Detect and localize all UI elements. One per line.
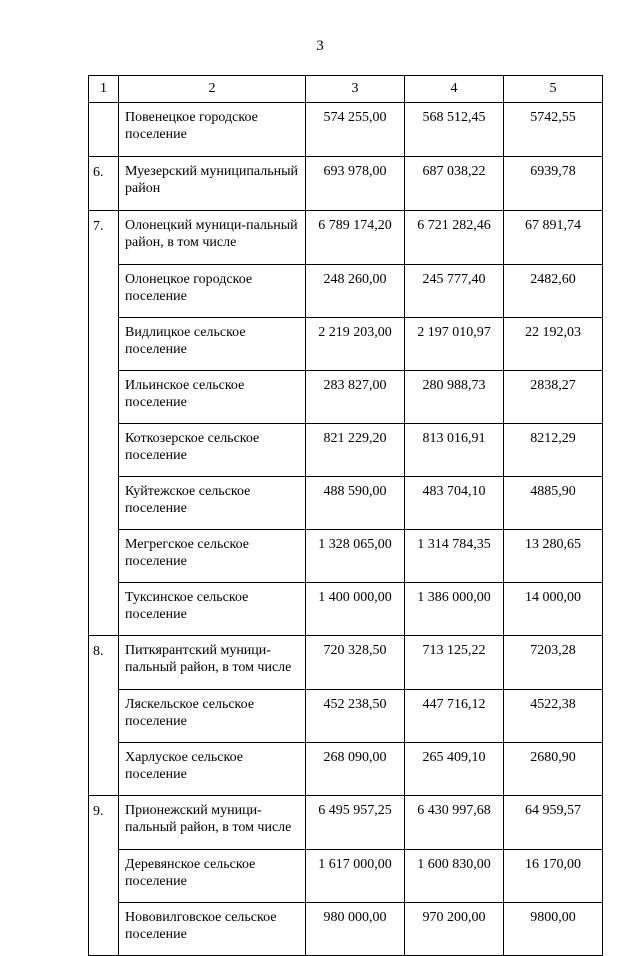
table-row: [89, 849, 603, 902]
municipality-name-cell: Видлицкое сельское поселение: [119, 317, 306, 370]
value-cell-c3: 283 827,00: [306, 370, 405, 423]
municipality-name-cell: Харлуское сельское поселение: [119, 742, 306, 796]
value-cell-c5: 14 000,00: [504, 582, 603, 636]
value-cell-c5: 5742,55: [504, 103, 603, 157]
value-cell-c5: 22 192,03: [504, 317, 603, 370]
value-cell-c5: 2680,90: [504, 742, 603, 796]
value-cell-c4: 447 716,12: [405, 689, 504, 742]
row-number-cell: [89, 582, 119, 636]
row-number-cell: [89, 902, 119, 956]
table-row: [89, 529, 603, 582]
municipality-name-cell: Муезерский муниципальный район: [119, 157, 306, 211]
municipality-name-cell: Куйтежское сельское поселение: [119, 476, 306, 529]
row-number-cell: 7.: [89, 211, 119, 265]
value-cell-c5: 64 959,57: [504, 796, 603, 850]
value-cell-c4: 687 038,22: [405, 157, 504, 211]
municipality-name-cell: Мегрегское сельское поселение: [119, 529, 306, 582]
value-cell-c5: 9800,00: [504, 902, 603, 956]
value-cell-c5: 2838,27: [504, 370, 603, 423]
municipality-name-cell: Олонецкое городское поселение: [119, 264, 306, 317]
value-cell-c3: 1 400 000,00: [306, 582, 405, 636]
row-number-cell: 9.: [89, 796, 119, 850]
table-row: [89, 636, 603, 690]
table-row: [89, 689, 603, 742]
table-row: [89, 157, 603, 211]
row-number-cell: [89, 264, 119, 317]
table-row: [89, 423, 603, 476]
value-cell-c4: 970 200,00: [405, 902, 504, 956]
page-number: 3: [316, 38, 324, 54]
municipality-name-cell: Повенецкое городское поселение: [119, 103, 306, 157]
row-number-cell: 8.: [89, 636, 119, 690]
table-row: [89, 742, 603, 796]
value-cell-c4: 1 314 784,35: [405, 529, 504, 582]
value-cell-c3: 6 495 957,25: [306, 796, 405, 850]
data-table: [88, 75, 603, 956]
value-cell-c4: 568 512,45: [405, 103, 504, 157]
column-header: 3: [306, 76, 405, 103]
column-header: 1: [89, 76, 119, 103]
value-cell-c3: 1 328 065,00: [306, 529, 405, 582]
table-row: [89, 370, 603, 423]
municipality-name-cell: Туксинское сельское поселение: [119, 582, 306, 636]
value-cell-c5: 6939,78: [504, 157, 603, 211]
municipality-name-cell: Олонецкий муници-пальный район, в том числе: [119, 211, 306, 265]
value-cell-c5: 4522,38: [504, 689, 603, 742]
table-row: [89, 796, 603, 850]
value-cell-c3: 574 255,00: [306, 103, 405, 157]
municipality-name-cell: Прионежский муници-пальный район, в том числе: [119, 796, 306, 850]
value-cell-c3: 720 328,50: [306, 636, 405, 690]
table-row: [89, 582, 603, 636]
value-cell-c5: 2482,60: [504, 264, 603, 317]
value-cell-c3: 248 260,00: [306, 264, 405, 317]
row-number-cell: [89, 849, 119, 902]
table-body: [89, 76, 603, 956]
value-cell-c4: 6 721 282,46: [405, 211, 504, 265]
value-cell-c5: 13 280,65: [504, 529, 603, 582]
table-row: [89, 902, 603, 956]
value-cell-c5: 67 891,74: [504, 211, 603, 265]
municipality-name-cell: Питкярантский муници-пальный район, в том числе: [119, 636, 306, 690]
table-row: [89, 476, 603, 529]
table-row: [89, 264, 603, 317]
row-number-cell: [89, 103, 119, 157]
value-cell-c5: 4885,90: [504, 476, 603, 529]
row-number-cell: [89, 476, 119, 529]
column-header: 2: [119, 76, 306, 103]
value-cell-c4: 713 125,22: [405, 636, 504, 690]
table-row: [89, 211, 603, 265]
value-cell-c4: 483 704,10: [405, 476, 504, 529]
table-row: [89, 103, 603, 157]
value-cell-c5: 7203,28: [504, 636, 603, 690]
row-number-cell: [89, 742, 119, 796]
value-cell-c3: 2 219 203,00: [306, 317, 405, 370]
value-cell-c4: 6 430 997,68: [405, 796, 504, 850]
municipality-name-cell: Коткозерское сельское поселение: [119, 423, 306, 476]
value-cell-c4: 2 197 010,97: [405, 317, 504, 370]
row-number-cell: [89, 529, 119, 582]
value-cell-c4: 1 386 000,00: [405, 582, 504, 636]
table-row: [89, 317, 603, 370]
value-cell-c3: 980 000,00: [306, 902, 405, 956]
value-cell-c4: 245 777,40: [405, 264, 504, 317]
row-number-cell: [89, 689, 119, 742]
value-cell-c4: 280 988,73: [405, 370, 504, 423]
column-header: 5: [504, 76, 603, 103]
row-number-cell: [89, 317, 119, 370]
municipality-name-cell: Нововилговское сельское поселение: [119, 902, 306, 956]
row-number-cell: [89, 370, 119, 423]
municipality-name-cell: Ильинское сельское поселение: [119, 370, 306, 423]
value-cell-c4: 265 409,10: [405, 742, 504, 796]
row-number-cell: [89, 423, 119, 476]
value-cell-c3: 268 090,00: [306, 742, 405, 796]
value-cell-c3: 6 789 174,20: [306, 211, 405, 265]
value-cell-c5: 16 170,00: [504, 849, 603, 902]
municipality-name-cell: Ляскельское сельское поселение: [119, 689, 306, 742]
table-header-row: [89, 76, 603, 103]
value-cell-c4: 1 600 830,00: [405, 849, 504, 902]
value-cell-c3: 488 590,00: [306, 476, 405, 529]
value-cell-c3: 821 229,20: [306, 423, 405, 476]
column-header: 4: [405, 76, 504, 103]
row-number-cell: 6.: [89, 157, 119, 211]
municipality-name-cell: Деревянское сельское поселение: [119, 849, 306, 902]
value-cell-c3: 452 238,50: [306, 689, 405, 742]
value-cell-c4: 813 016,91: [405, 423, 504, 476]
value-cell-c3: 1 617 000,00: [306, 849, 405, 902]
value-cell-c3: 693 978,00: [306, 157, 405, 211]
value-cell-c5: 8212,29: [504, 423, 603, 476]
